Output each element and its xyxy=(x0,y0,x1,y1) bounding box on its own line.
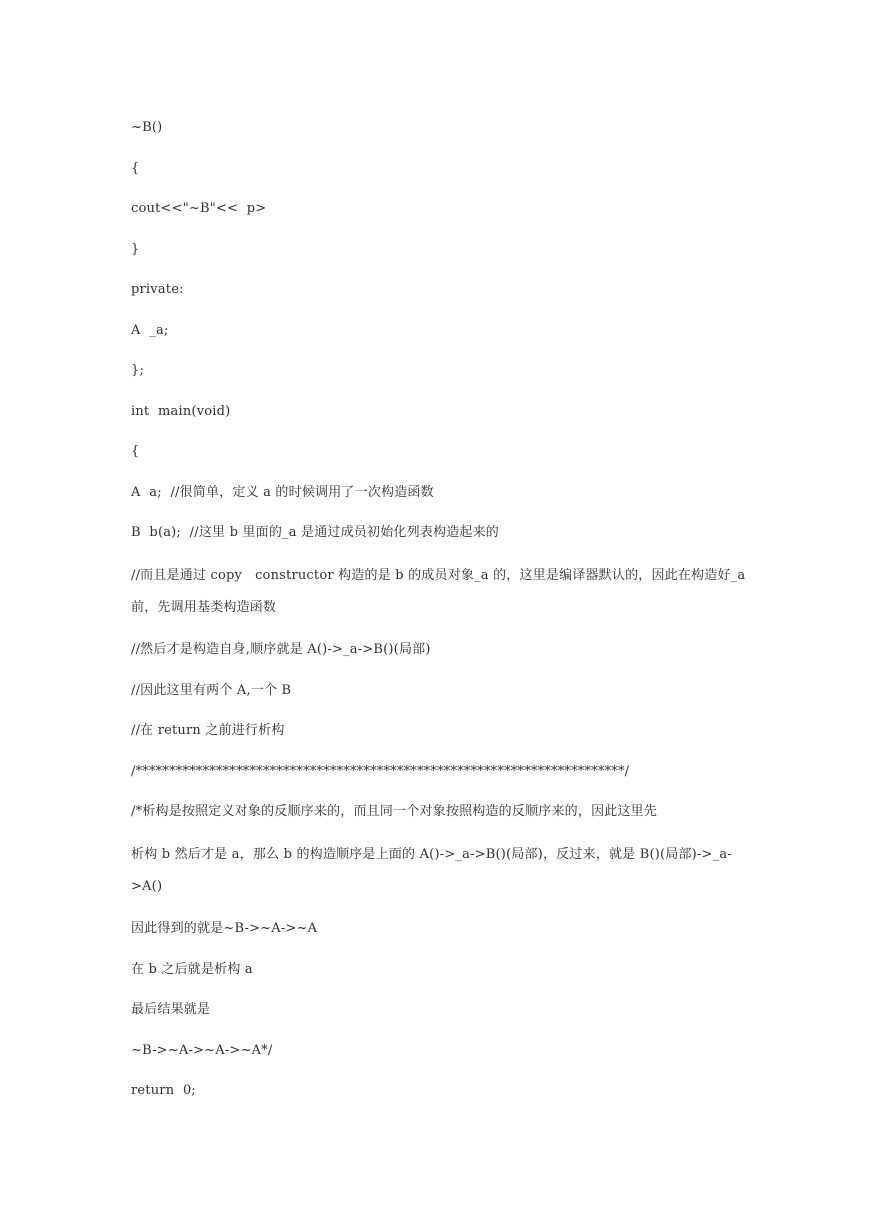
code-line: 因此得到的就是~B->~A->~A xyxy=(131,921,318,936)
code-line: cout<<"~B"<< p> xyxy=(131,201,267,216)
code-line: ~B->~A->~A->~A*/ xyxy=(131,1042,273,1058)
code-comment-paragraph: 析构 b 然后才是 a，那么 b 的构造顺序是上面的 A()->_a->B()(局部)，反过来，就是 B()(局部)->_a->A() xyxy=(131,846,732,894)
code-line: { xyxy=(131,444,140,459)
code-line: private: xyxy=(131,282,184,297)
code-comment-paragraph: //而且是通过 copy constructor 构造的是 b 的成员对象_a 的，这里是编译器默认的，因此在构造好_a 前，先调用基类构造函数 xyxy=(131,567,750,615)
code-line: /*析构是按照定义对象的反顺序来的，而且同一个对象按照构造的反顺序来的，因此这里先 xyxy=(131,804,658,819)
code-line: 在 b 之后就是析构 a xyxy=(131,961,253,977)
code-line: //在 return 之前进行析构 xyxy=(131,723,285,738)
code-listing xyxy=(131,114,751,1105)
code-line: B b(a); //这里 b 里面的_a 是通过成员初始化列表构造起来的 xyxy=(131,525,500,540)
code-line: 最后结果就是 xyxy=(131,1002,211,1017)
code-line: return 0; xyxy=(131,1083,197,1098)
code-line: A _a; xyxy=(131,322,169,338)
code-line: { xyxy=(131,160,140,176)
code-line: //然后才是构造自身,顺序就是 A()->_a->B()(局部) xyxy=(131,642,431,657)
code-line: } xyxy=(131,241,140,257)
separator-comment: /*************************************************************************/ xyxy=(131,763,630,779)
code-line: int main(void) xyxy=(131,403,231,419)
code-line: ~B() xyxy=(131,120,163,135)
code-line: }; xyxy=(131,363,145,378)
code-line: A a; //很简单，定义 a 的时候调用了一次构造函数 xyxy=(131,484,434,500)
code-line: //因此这里有两个 A,一个 B xyxy=(131,682,292,698)
